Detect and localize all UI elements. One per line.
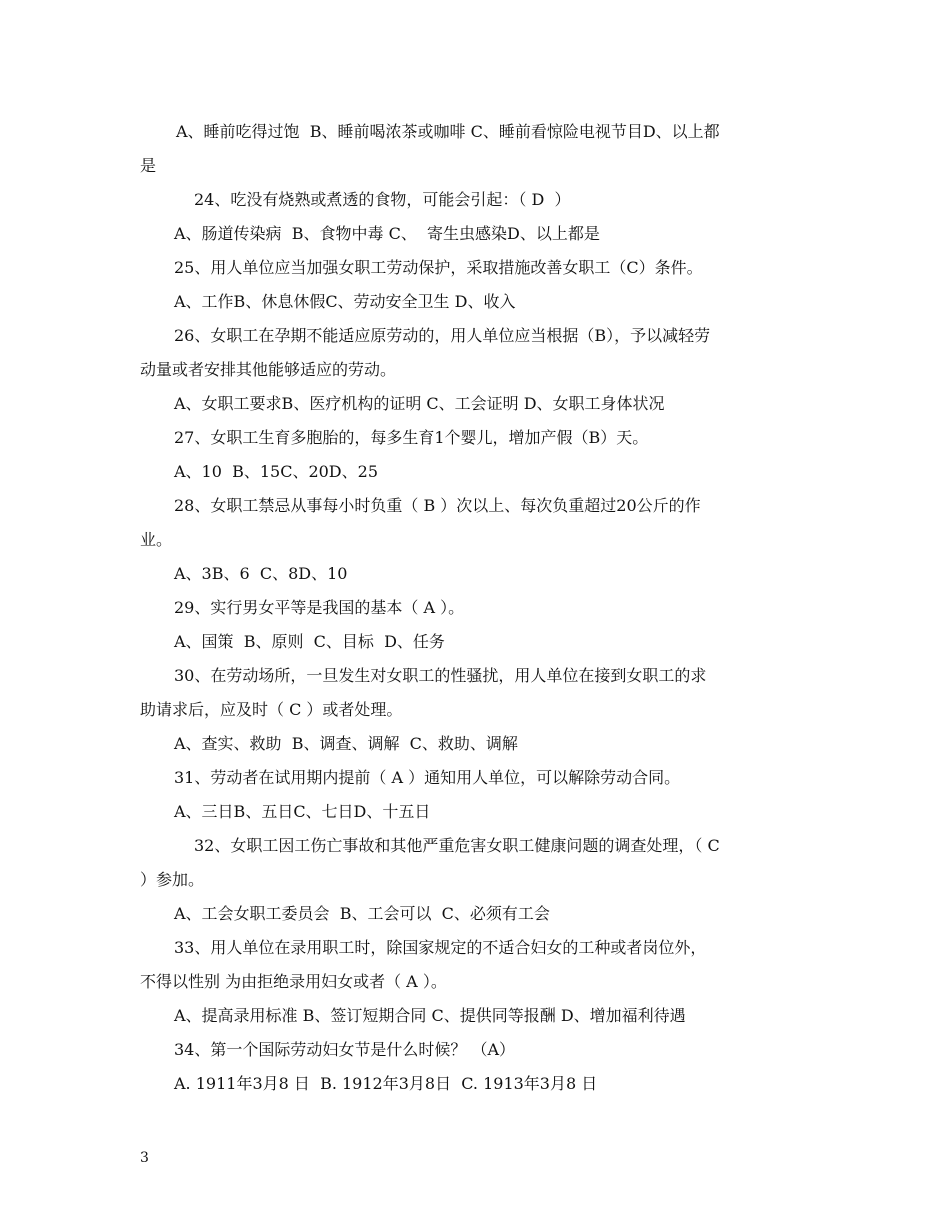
- option-line: A、女职工要求B、医疗机构的证明 C、工会证明 D、女职工身体状况: [174, 394, 665, 413]
- option-line: A、3B、6 C、8D、10: [174, 564, 348, 583]
- question-33: 33、用人单位在录用职工时，除国家规定的不适合妇女的工种或者岗位外，: [174, 938, 707, 957]
- question-27: 27、女职工生育多胞胎的，每多生育1个婴儿，增加产假（B）天。: [174, 428, 649, 447]
- question-list: [140, 115, 812, 1101]
- option-line: A、肠道传染病 B、食物中毒 C、 寄生虫感染D、以上都是: [174, 224, 600, 243]
- option-line: A. 1911年3月8 日 B. 1912年3月8日 C. 1913年3月8 日: [174, 1074, 598, 1093]
- question-32: 32、女职工因工伤亡事故和其他严重危害女职工健康问题的调查处理，（ C: [194, 836, 720, 855]
- question-28: 28、女职工禁忌从事每小时负重（ B ）次以上、每次负重超过20公斤的作: [174, 496, 701, 515]
- continuation-line: 业。: [140, 530, 173, 549]
- question-34: 34、第一个国际劳动妇女节是什么时候？ （A）: [174, 1040, 516, 1059]
- continuation-line: 助请求后，应及时（ C ）或者处理。: [140, 700, 403, 719]
- option-line: A、三日B、五日C、七日D、十五日: [174, 802, 431, 821]
- question-24: 24、吃没有烧熟或煮透的食物，可能会引起：（ D ）: [194, 190, 571, 209]
- continuation-line: 动量或者安排其他能够适应的劳动。: [140, 360, 397, 379]
- question-25: 25、用人单位应当加强女职工劳动保护，采取措施改善女职工（C）条件。: [174, 258, 703, 277]
- continuation-line: ）参加。: [140, 870, 205, 889]
- question-29: 29、实行男女平等是我国的基本（ A ）。: [174, 598, 465, 617]
- option-line: A、查实、救助 B、调查、调解 C、救助、调解: [174, 734, 518, 753]
- option-line: A、工作B、休息休假C、劳动安全卫生 D、收入: [174, 292, 516, 311]
- option-line: A、10 B、15C、20D、25: [174, 462, 378, 481]
- option-line: A、国策 B、原则 C、目标 D、任务: [174, 632, 445, 651]
- continuation-line: 是: [140, 156, 157, 175]
- question-30: 30、在劳动场所，一旦发生对女职工的性骚扰，用人单位在接到女职工的求: [174, 666, 707, 685]
- page-number: 3: [140, 1150, 149, 1166]
- option-line: A、工会女职工委员会 B、工会可以 C、必须有工会: [174, 904, 550, 923]
- option-line: A、提高录用标准 B、签订短期合同 C、提供同等报酬 D、增加福利待遇: [174, 1006, 686, 1025]
- question-26: 26、女职工在孕期不能适应原劳动的，用人单位应当根据（B），予以减轻劳: [174, 326, 711, 345]
- continuation-line: 不得以性别 为由拒绝录用妇女或者（ A ）。: [140, 972, 447, 991]
- option-line: A、睡前吃得过饱 B、睡前喝浓茶或咖啡 C、睡前看惊险电视节目D、以上都: [176, 122, 720, 141]
- question-31: 31、劳动者在试用期内提前（ A ）通知用人单位，可以解除劳动合同。: [174, 768, 681, 787]
